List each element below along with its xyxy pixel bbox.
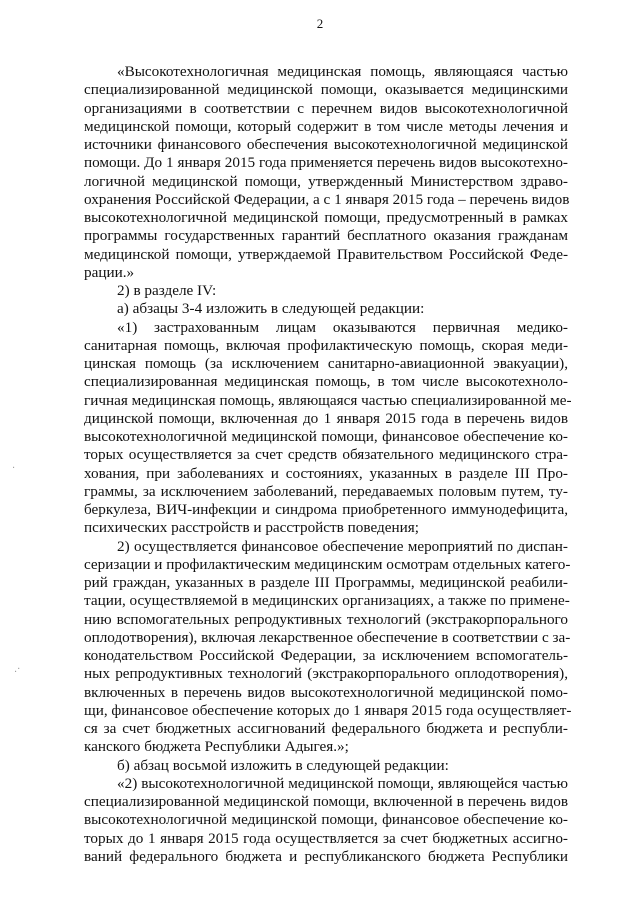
text-line: «Высокотехнологичная медицинская помощь, являющаяся частью xyxy=(117,63,568,80)
text-line: медицинской помощи, утверждаемой Правительством Российской Феде- xyxy=(84,245,568,263)
text-line: серизации и профилактическим медицинским осмотрам отдельных катего- xyxy=(84,555,571,573)
text-line: медицинской помощи, который содержит в том числе методы лечения и xyxy=(84,117,568,135)
text-line: канского бюджета Республики Адыгея.»; xyxy=(84,738,349,756)
text-line: оплодотворения), включая лекарственное обеспечение в соответствии с за- xyxy=(84,628,571,646)
text-line: высокотехнологичной медицинской помощи, финансовое обеспечение ко- xyxy=(84,428,568,445)
text-line: ся за счет бюджетных ассигнований федерального бюджета и республи- xyxy=(84,720,568,737)
text-line: «1) застрахованным лицам оказываются первичная медико- xyxy=(117,318,568,336)
text-line: «2) высокотехнологичной медицинской помощи, являющейся частью xyxy=(117,774,568,792)
text-line: щи, финансовое обеспечение которых до 1 января 2015 года осуществляет- xyxy=(84,701,572,719)
text-line: б) абзац восьмой изложить в следующей редакции: xyxy=(117,756,449,774)
text-line: организациями в соответствии с перечнем видов высокотехнологичной xyxy=(84,99,568,117)
text-line: ваний федерального бюджета и республиканского бюджета Республики xyxy=(84,847,568,865)
text-line: помощи. До 1 января 2015 года применяется перечень видов высокотехно- xyxy=(84,154,568,172)
text-line: специализированной медицинской помощи, включенной в перечень видов xyxy=(84,793,568,810)
text-line: 2) в разделе IV: xyxy=(117,282,217,299)
text-line: рий граждан, указанных в разделе III Программы, медицинской реабили- xyxy=(84,574,568,591)
document-body xyxy=(84,63,572,866)
text-line: программы государственных гарантий бесплатного оказания гражданам xyxy=(84,227,568,245)
text-line: психических расстройств и расстройств поведения; xyxy=(84,519,419,537)
text-line: дицинской помощи, включенная до 1 января 2015 года в перечень видов xyxy=(84,409,568,427)
text-line: 2) осуществляется финансовое обеспечение мероприятий по диспан- xyxy=(117,537,568,555)
text-line: высокотехнологичной медицинской помощи, финансовое обеспечение ко- xyxy=(84,811,568,829)
text-line: рации.» xyxy=(84,263,135,281)
text-line: ных репродуктивных технологий (экстракорпорального оплодотворения), xyxy=(84,665,568,683)
page-number: 2 xyxy=(316,16,324,31)
text-line: источники финансового обеспечения высокотехнологичной медицинской xyxy=(84,136,568,153)
text-line: включенных в перечень видов высокотехнологичной медицинской помо- xyxy=(84,683,568,701)
text-line: конодательством Российской Федерации, за исключением вспомогатель- xyxy=(84,647,568,664)
text-line: специализированной медицинской помощи, оказывается медицинскими xyxy=(84,81,568,99)
margin-mark: . xyxy=(12,460,16,471)
text-line: гичная медицинская помощь, являющаяся частью специализированной ме- xyxy=(84,391,572,409)
text-line: цинская помощь (за исключением санитарно-авиационной эвакуации), xyxy=(84,355,568,372)
text-line: хования, при заболеваниях и состояниях, указанных в разделе III Про- xyxy=(84,464,568,482)
text-line: торых до 1 января 2015 года осуществляется за счет бюджетных ассигно- xyxy=(84,829,568,847)
text-line: специализированная медицинская помощь, в том числе высокотехноло- xyxy=(84,373,568,391)
text-line: тации, осуществляемой в медицинских организациях, а также по примене- xyxy=(84,592,570,610)
text-line: санитарная помощь, включая профилактическую помощь, скорая меди- xyxy=(84,336,568,354)
text-line: беркулеза, ВИЧ-инфекции и синдрома приобретенного иммунодефицита, xyxy=(84,501,568,518)
text-line: логичной медицинской помощи, утвержденный Министерством здраво- xyxy=(84,172,568,190)
text-line: нию вспомогательных репродуктивных технологий (экстракорпорального xyxy=(84,610,568,628)
text-line: торых осуществляется за счет средств обязательного медицинского стра- xyxy=(84,446,568,464)
text-line: охранения Российской Федерации, а с 1 января 2015 года – перечень видов xyxy=(84,190,570,208)
text-line: граммы, за исключением заболеваний, передаваемых половым путем, ту- xyxy=(84,482,568,500)
margin-mark: .· xyxy=(14,664,21,675)
text-line: а) абзацы 3-4 изложить в следующей редакции: xyxy=(117,300,425,318)
text-line: высокотехнологичной медицинской помощи, предусмотренный в рамках xyxy=(84,209,568,226)
